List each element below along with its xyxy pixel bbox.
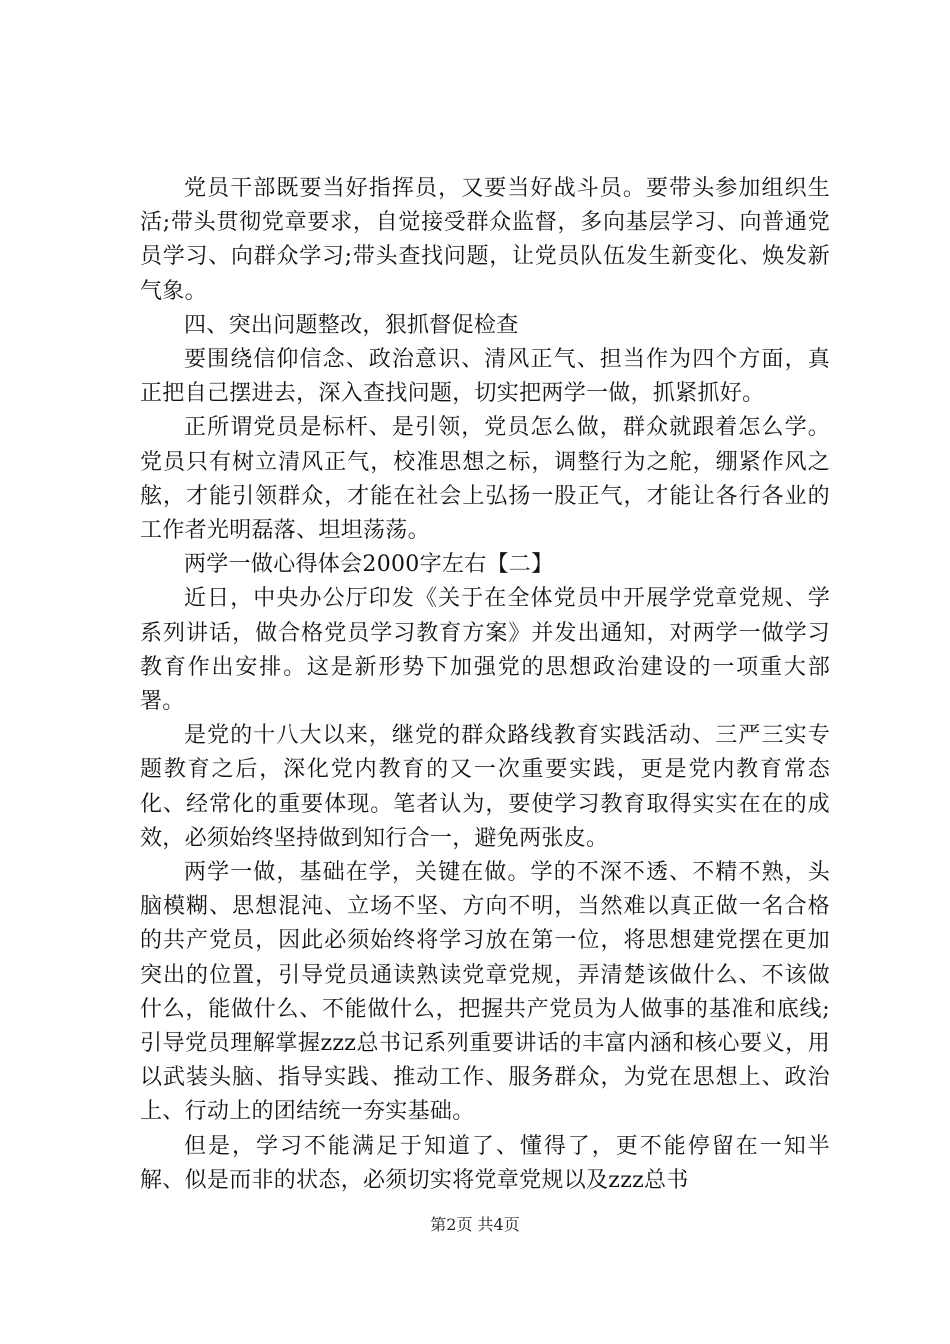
section-heading-4: 四、突出问题整改，狠抓督促检查	[184, 312, 519, 338]
paragraph-1: 党员干部既要当好指挥员，又要当好战斗员。要带头参加组织生活;带头贯彻党章要求，自觉接受群众监督，多向基层学习、向普通党员学习、向群众学习;带头查找问题，让党员队伍发生新变化、焕发新气象。	[140, 176, 830, 304]
paragraph-3: 正所谓党员是标杆、是引领，党员怎么做，群众就跟着怎么学。党员只有树立清风正气，校准思想之标，调整行为之舵，绷紧作风之舷，才能引领群众，才能在社会上弘扬一股正气，才能让各行各业的工作者光明磊落、坦坦荡荡。	[140, 415, 830, 544]
document-body	[140, 172, 830, 1198]
paragraph-6: 两学一做，基础在学，关键在做。学的不深不透、不精不熟，头脑模糊、思想混沌、立场不坚、方向不明，当然难以真正做一名合格的共产党员，因此必须始终将学习放在第一位，将思想建党摆在更加突出的位置，引导党员通读熟读党章党规，弄清楚该做什么、不该做什么，能做什么、不能做什么，把握共产党员为人做事的基准和底线;引导党员理解掌握zzz总书记系列重要讲话的丰富内涵和核心要义，用以武装头脑、指导实践、推动工作、服务群众，为党在思想上、政治上、行动上的团结统一夯实基础。	[140, 860, 830, 1125]
page-footer: 第2页 共4页	[430, 1215, 520, 1234]
paragraph-2: 要围绕信仰信念、政治意识、清风正气、担当作为四个方面，真正把自己摆进去，深入查找问题，切实把两学一做，抓紧抓好。	[140, 347, 830, 407]
paragraph-7: 但是，学习不能满足于知道了、懂得了，更不能停留在一知半解、似是而非的状态，必须切实将党章党规以及zzz总书	[140, 1133, 830, 1193]
article-subtitle: 两学一做心得体会2000字左右【二】	[184, 552, 554, 578]
paragraph-5: 是党的十八大以来，继党的群众路线教育实践活动、三严三实专题教育之后，深化党内教育的又一次重要实践，更是党内教育常态化、经常化的重要体现。笔者认为，要使学习教育取得实实在在的成效，必须始终坚持做到知行合一，避免两张皮。	[140, 723, 830, 851]
paragraph-4: 近日，中央办公厅印发《关于在全体党员中开展学党章党规、学系列讲话，做合格党员学习教育方案》并发出通知，对两学一做学习教育作出安排。这是新形势下加强党的思想政治建设的一项重大部署。	[140, 586, 830, 715]
